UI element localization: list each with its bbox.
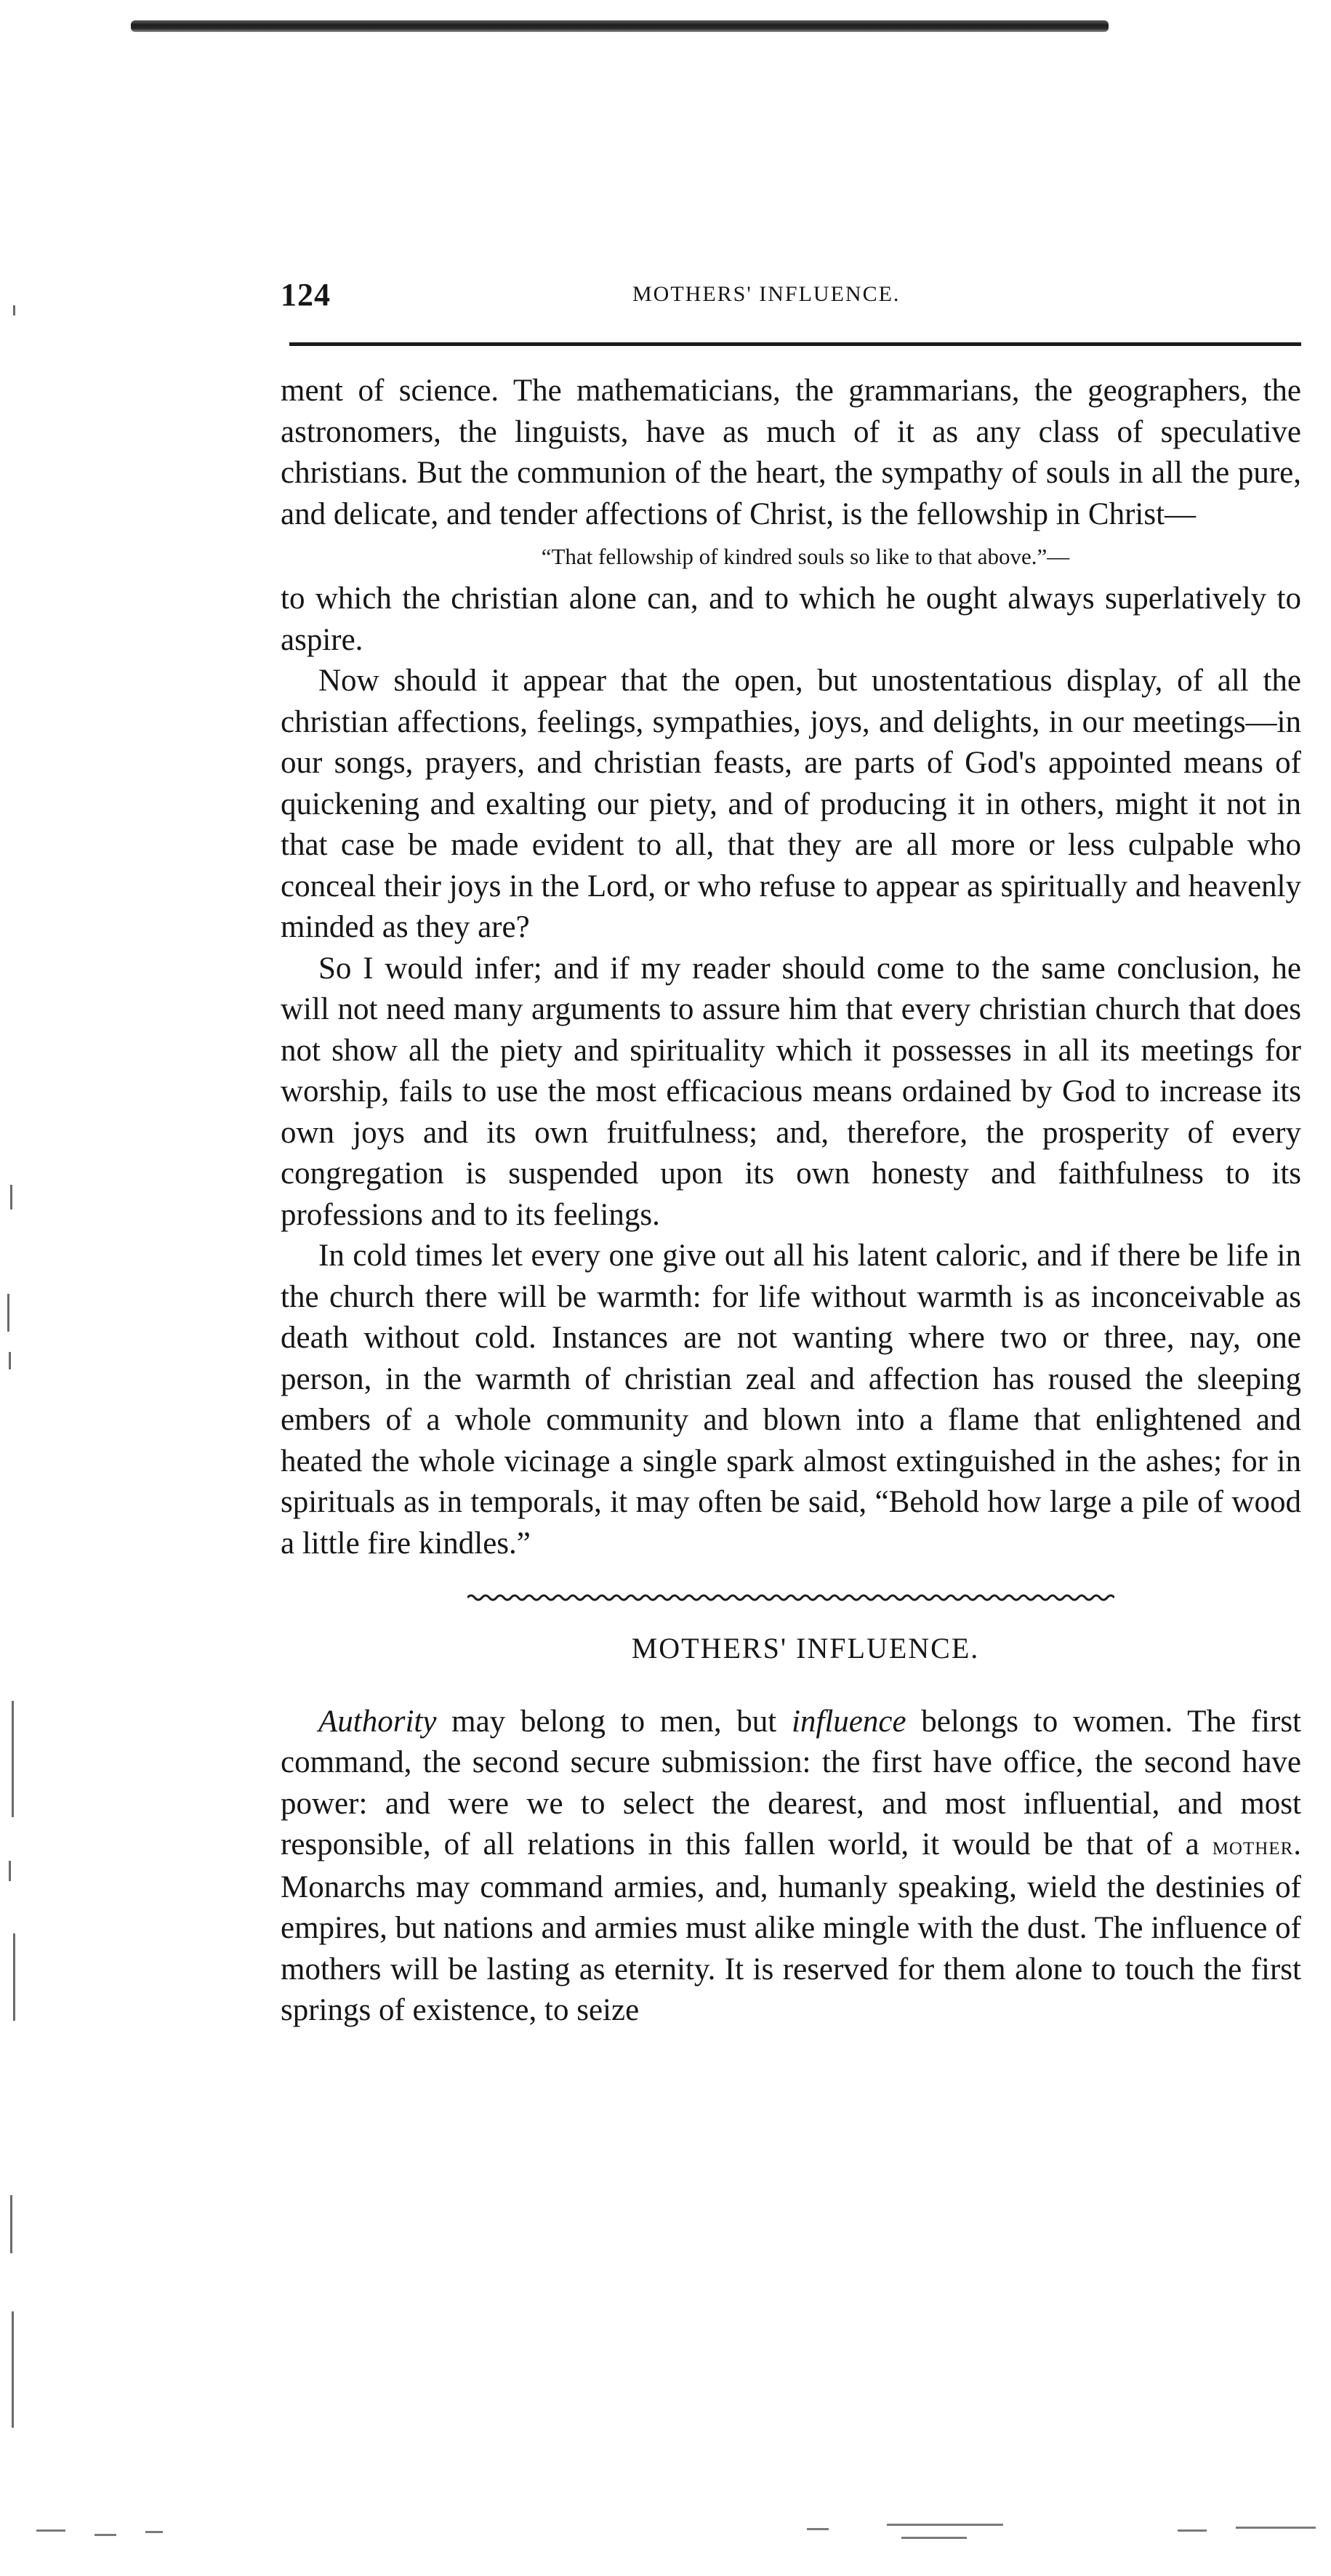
verse-quotation: “That fellowship of kindred souls so like to that above.”— xyxy=(541,544,1070,569)
page-body xyxy=(281,371,1301,2032)
paragraph-infer: So I would infer; and if my reader should come to the same conclusion, he will not need many arguments to assure him that every christian church that does not show all the piety and spirituality which it possesses in all its meetings for worship, fails to use the most efficacious means ordained by God to increase its own joys and its own fruitfulness; and, therefore, the prosperity of every congregation is suspended upon its own honesty and faithfulness to its professions and to its feelings. xyxy=(281,951,1301,1232)
text-run: . Monarchs may command armies, and, humanly speaking, wield the destinies of empires, but nations and armies must alike mingle with the dust. The influence of mothers will be lasting as eternity. It is reserved for them alone to touch the first springs of existence, to seize xyxy=(281,1827,1301,2027)
running-head xyxy=(281,276,1298,320)
wavy-divider-ornament xyxy=(467,1592,1114,1603)
paragraph-authority-influence xyxy=(281,1702,1301,2032)
paragraph-display-of-affections: Now should it appear that the open, but unostentatious display, of all the christian affections, feelings, sympathies, joys, and delights, in our meetings—in our songs, prayers, and christian feasts, are parts of God's appointed means of quickening and exalting our piety, and of producing it in others, might it not in that case be made evident to all, that they are all more or less culpable who conceal their joys in the Lord, or who refuse to appear as spiritually and heavenly minded as they are? xyxy=(281,664,1301,944)
paragraph-cold-times: In cold times let every one give out all his latent caloric, and if there be life in the church there will be warmth: for life without warmth is as inconceivable as death without cold. Instances are not wanting where two or three, nay, one person, in the warmth of christian zeal and affection has roused the sleeping embers of a whole community and blown into a flame that enlightened and heated the whole vicinage a single spark almost extinguished in the ashes; for in spirituals as in temporals, it may often be said, “Behold how large a pile of wood a little fire kindles.” xyxy=(281,1239,1301,1561)
page-number: 124 xyxy=(281,277,331,313)
header-rule xyxy=(289,342,1301,346)
section-heading: MOTHERS' INFLUENCE. xyxy=(631,1632,980,1665)
running-title: MOTHERS' INFLUENCE. xyxy=(632,282,901,306)
emphasis-influence: influence xyxy=(791,1704,906,1739)
bottom-page-specks xyxy=(29,2515,1323,2559)
paragraph-aspire: to which the christian alone can, and to which he ought always superlatively to aspire. xyxy=(281,581,1301,657)
top-page-edge-rule xyxy=(131,20,1109,32)
text-run: belongs to women. The first command, the second secure submission: the first have office, the second have power: and were we to select the dearest, and most influential, and most responsible, of all relations in this fallen world, it would be that of a xyxy=(281,1704,1302,1861)
emphasis-authority: Authority xyxy=(318,1704,437,1739)
text-run: may belong to men, but xyxy=(436,1704,792,1739)
left-margin-specks xyxy=(0,0,44,2576)
paragraph-fellowship: ment of science. The mathematicians, the grammarians, the geographers, the astronomers, the linguists, have as much of it as any class of speculative christians. But the communion of the heart, the sympathy of souls in all the pure, and delicate, and tender affections of Christ, is the fellowship in Christ— xyxy=(281,374,1301,531)
small-caps-mother: mother xyxy=(1212,1832,1294,1860)
